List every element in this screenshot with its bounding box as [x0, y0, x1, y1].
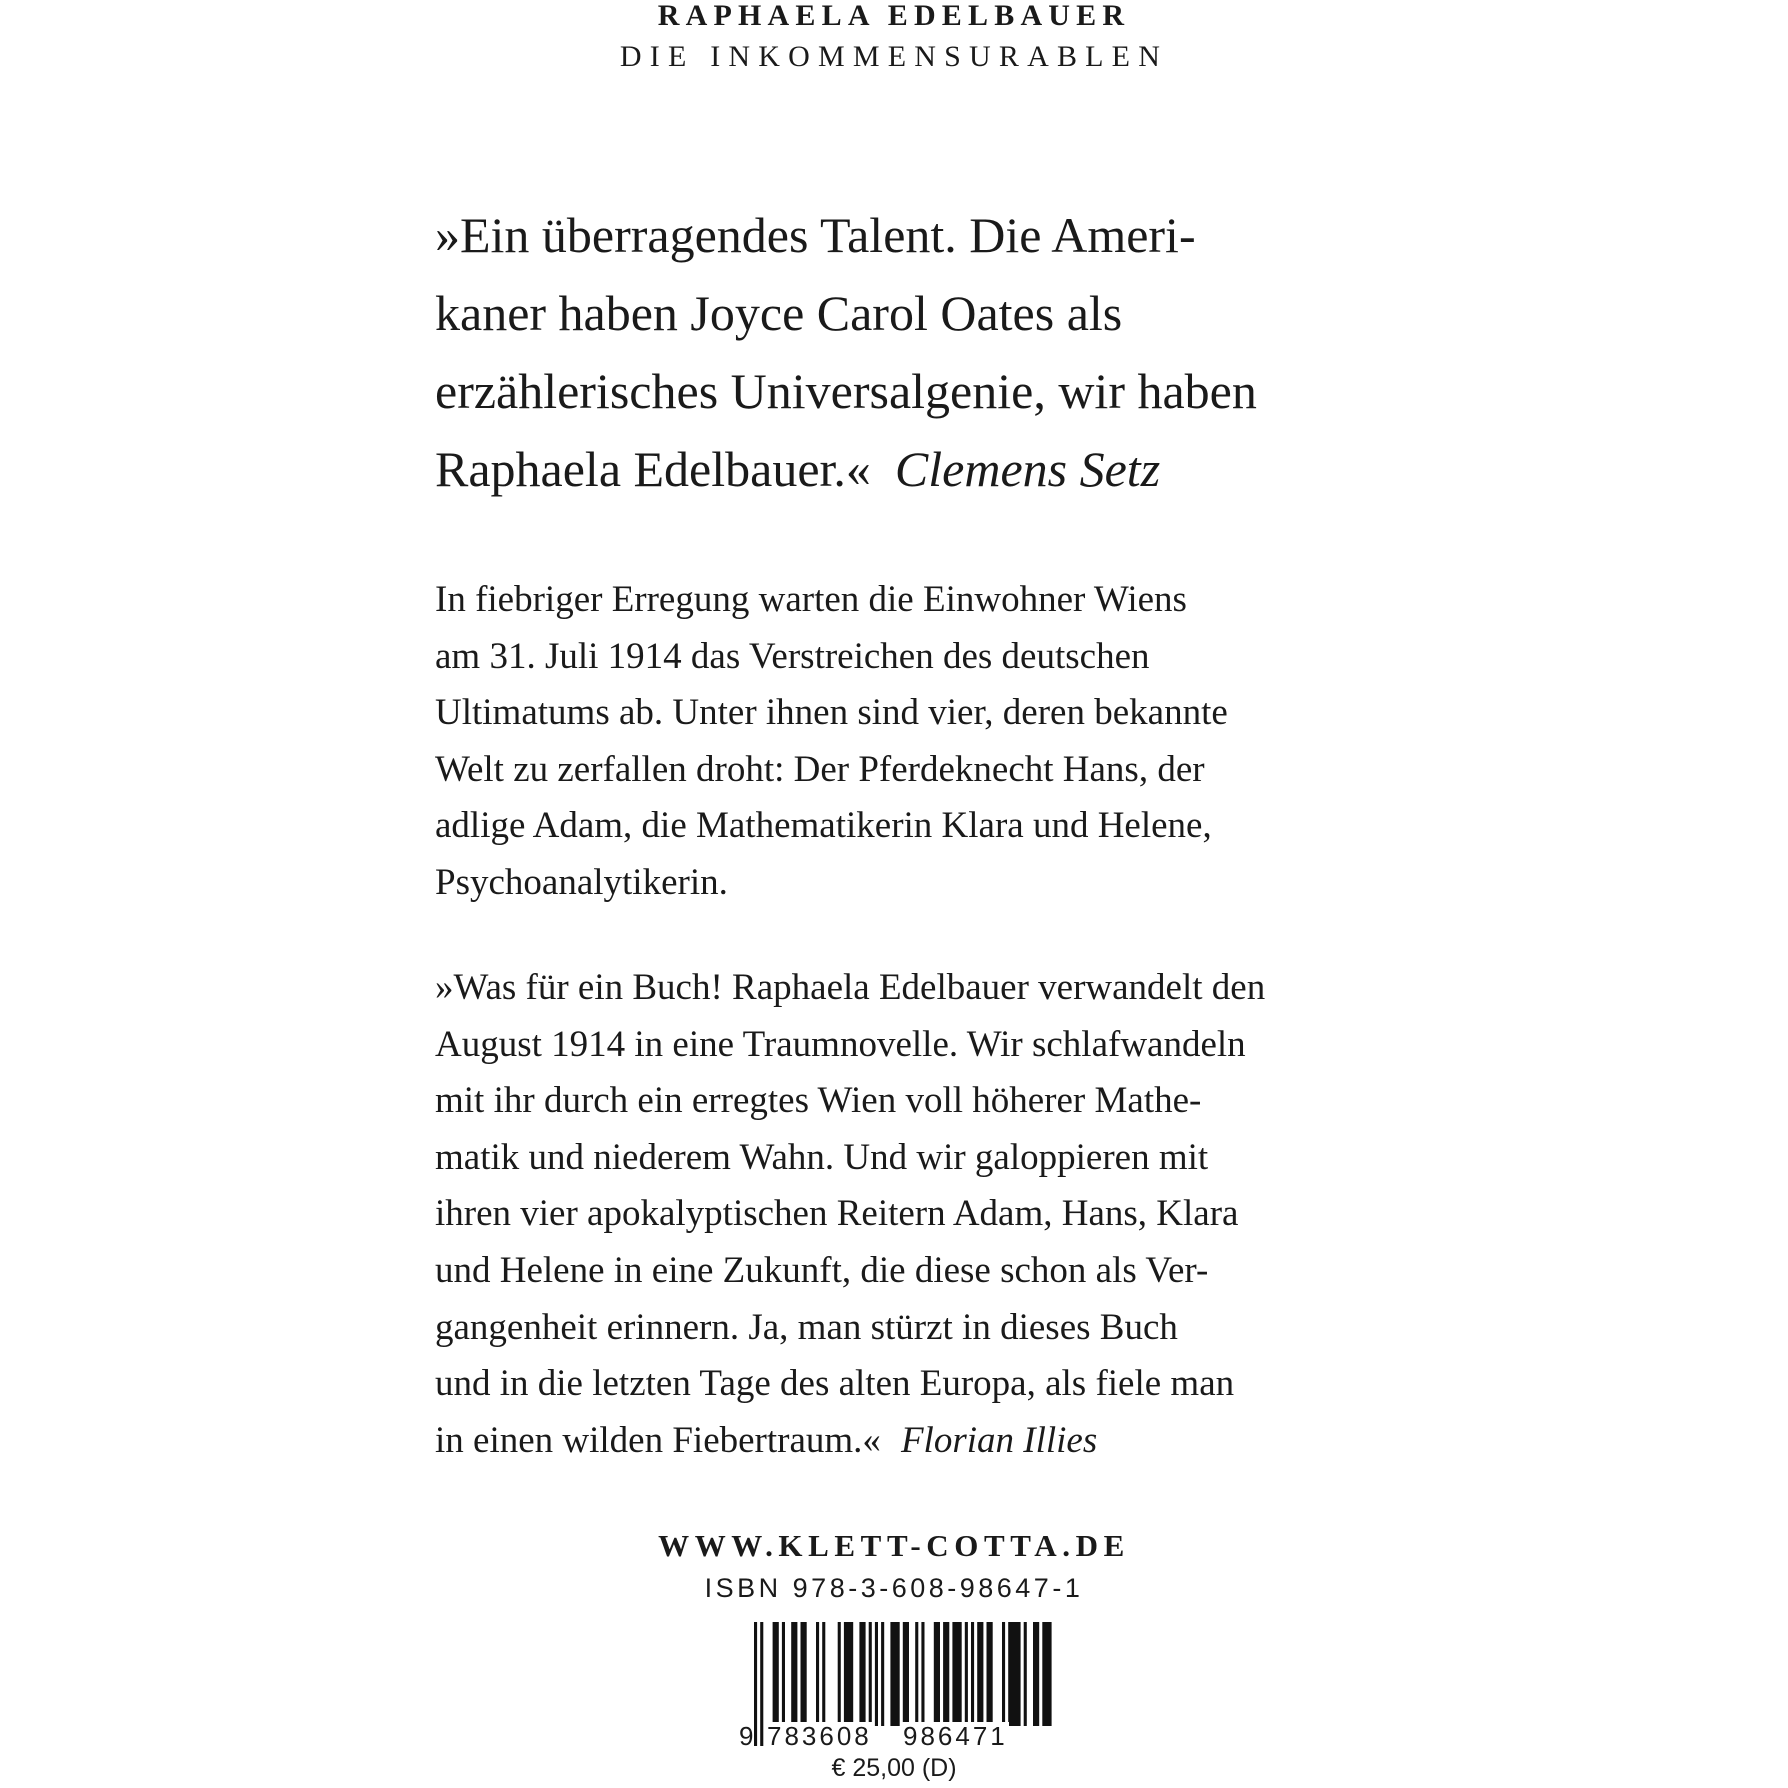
author-name: RAPHAELA EDELBAUER — [657, 0, 1131, 32]
blurb-line: adlige Adam, die Mathematikerin Klara und Helene, — [435, 805, 1212, 846]
quote2-line: und Helene in eine Zukunft, die diese schon als Ver- — [435, 1249, 1209, 1291]
book-title: DIE INKOMMENSURABLEN — [619, 40, 1169, 73]
barcode-bar — [782, 1622, 785, 1726]
barcode-bar — [943, 1622, 949, 1726]
quote2-line: ihren vier apokalyptischen Reitern Adam, Hans, Klara — [435, 1193, 1239, 1235]
quote2-last-line — [435, 1413, 1415, 1470]
barcode-bar — [791, 1622, 797, 1726]
quote1-line: erzählerisches Universalgenie, wir haben — [435, 363, 1257, 419]
blurb-line: In fiebriger Erregung warten die Einwohner Wiens — [435, 579, 1187, 620]
barcode-bar — [844, 1622, 853, 1726]
barcode-bar — [890, 1622, 899, 1726]
price-label: € 25,00 (D) — [831, 1754, 957, 1782]
barcode-bar — [1042, 1622, 1051, 1726]
barcode-bar — [1002, 1622, 1005, 1726]
barcode-bar — [875, 1622, 878, 1726]
barcode-right-digits: 986471 — [903, 1721, 1008, 1751]
blurb-line: am 31. Juli 1914 das Verstreichen des deutschen — [435, 635, 1150, 677]
quote-florian-illies — [435, 960, 1415, 1469]
barcode-bar — [760, 1622, 763, 1746]
isbn-number: ISBN 978-3-608-98647-1 — [704, 1573, 1084, 1603]
quote1-line: Raphaela Edelbauer.« — [435, 441, 871, 497]
quote2-line: mit ihr durch ein erregtes Wien voll höherer Mathe- — [435, 1080, 1202, 1122]
quote1-line: kaner haben Joyce Carol Oates als — [435, 285, 1123, 341]
barcode-bar — [952, 1622, 961, 1726]
barcode-bar — [801, 1622, 807, 1726]
quote2-line: August 1914 in eine Traumnovelle. Wir schlafwandeln — [435, 1023, 1246, 1065]
barcode-first-digit: 9 — [739, 1721, 754, 1751]
quote2-line: und in die letzten Tage des alten Europa, als fiele man — [435, 1363, 1235, 1405]
quote2-attribution: Florian Illies — [900, 1419, 1098, 1461]
quote2-line: »Was für ein Buch! Raphaela Edelbauer verwandelt den — [435, 967, 1266, 1008]
barcode-bar — [965, 1622, 968, 1726]
book-blurb — [435, 572, 1415, 911]
barcode-bar — [1024, 1622, 1027, 1726]
quote1-attribution: Clemens Setz — [894, 441, 1161, 497]
barcode-bar — [881, 1622, 884, 1726]
barcode-bar — [971, 1622, 974, 1726]
barcode-bar — [903, 1622, 909, 1726]
quote2-line: matik und niederem Wahn. Und wir galoppieren mit — [435, 1136, 1209, 1178]
barcode-bar — [859, 1622, 865, 1726]
barcode-bar — [773, 1622, 779, 1726]
blurb-line: Psychoanalytikerin. — [435, 861, 728, 903]
barcode-left-digits: 783608 — [767, 1721, 872, 1751]
publisher-website: WWW.KLETT-COTTA.DE — [658, 1528, 1130, 1563]
quote2-line: in einen wilden Fiebertraum.« — [435, 1419, 881, 1461]
barcode-bar — [822, 1622, 825, 1726]
barcode-bar — [816, 1622, 819, 1726]
barcode-bar — [987, 1622, 993, 1726]
blurb-line: Welt zu zerfallen droht: Der Pferdeknecht Hans, der — [435, 748, 1205, 790]
quote-clemens-setz — [435, 196, 1415, 508]
barcode-bar — [838, 1622, 841, 1726]
barcode-bar — [934, 1622, 940, 1726]
quote1-line: »Ein überragendes Talent. Die Ameri- — [435, 207, 1196, 263]
barcode-bar — [1033, 1622, 1039, 1726]
quote1-last-line — [435, 430, 1415, 508]
barcode-bar — [1008, 1622, 1020, 1726]
barcode-bar — [869, 1622, 872, 1726]
barcode-bar — [977, 1622, 983, 1726]
blurb-line: Ultimatums ab. Unter ihnen sind vier, deren bekannte — [435, 692, 1228, 733]
quote2-line: gangenheit erinnern. Ja, man stürzt in dieses Buch — [435, 1306, 1178, 1348]
